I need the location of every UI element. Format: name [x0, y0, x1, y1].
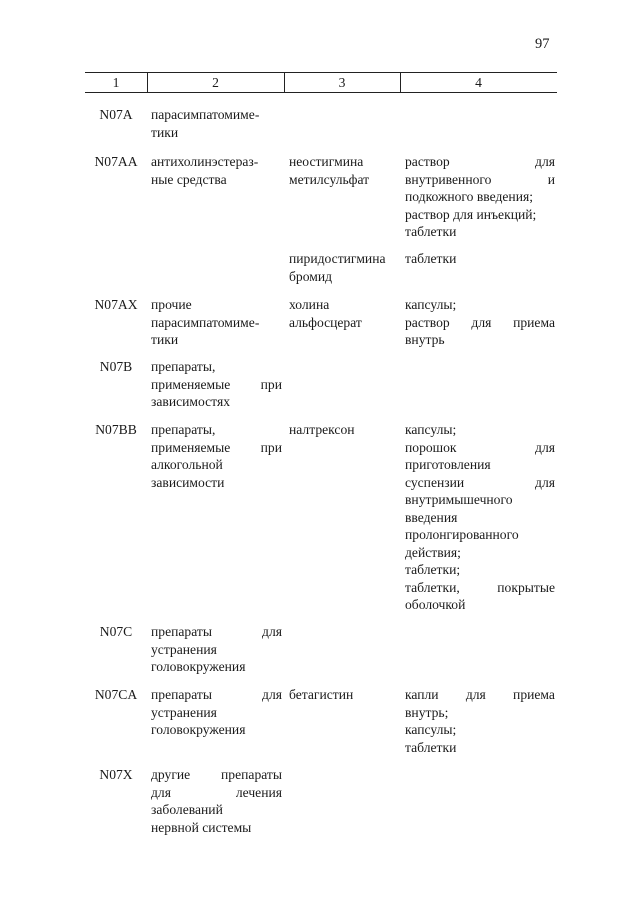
anatomical-group-name-line: препараты, — [151, 422, 216, 437]
anatomical-group-name-line: тики — [151, 124, 179, 140]
atc-code: N07A — [99, 107, 133, 122]
dosage-forms-line: таблетки — [405, 739, 457, 755]
anatomical-group-name-line: применяемые при — [151, 376, 282, 392]
anatomical-group-name-line: применяемые при — [151, 439, 282, 455]
anatomical-group-name-line: устранения — [151, 641, 217, 657]
anatomical-group-name-line: ные средства — [151, 171, 227, 187]
header-col-2: 2 — [147, 73, 285, 92]
header-col-4: 4 — [475, 75, 482, 90]
medicinal-substance — [289, 250, 401, 285]
anatomical-group-name-line: алкогольной — [151, 457, 223, 472]
anatomical-group-name-line: нервной системы — [151, 819, 252, 835]
medicinal-substance-line: альфосцерат — [289, 314, 362, 330]
dosage-forms-line: раствор для — [405, 154, 555, 169]
atc-code: N07AX — [94, 297, 138, 312]
header-col-1: 1 — [85, 73, 148, 92]
anatomical-group-name-line: препараты, — [151, 359, 216, 374]
dosage-forms — [405, 250, 555, 268]
dosage-forms — [405, 153, 555, 241]
dosage-forms-line: таблетки — [405, 224, 457, 239]
anatomical-group-name-line: парасимпатомиме- — [151, 107, 260, 122]
dosage-forms-line: оболочкой — [405, 597, 466, 612]
anatomical-group-name-line: тики — [151, 332, 179, 347]
anatomical-group-name — [151, 766, 282, 836]
dosage-forms-line: суспензии для — [405, 474, 555, 490]
medicinal-substance — [289, 153, 401, 188]
medicinal-substance-line: пиридостигмина — [289, 251, 386, 266]
dosage-forms-line: введения — [405, 509, 458, 525]
dosage-forms-line: капсулы; — [405, 422, 457, 437]
anatomical-group-name-line: головокружения — [151, 722, 246, 737]
page-number: 97 — [535, 36, 550, 52]
dosage-forms-line: капли для приема — [405, 687, 555, 702]
anatomical-group-name-line: головокружения — [151, 659, 246, 674]
anatomical-group-name-line: парасимпатомиме- — [151, 314, 260, 330]
dosage-forms-line: порошок для — [405, 439, 555, 455]
anatomical-group-name-line: антихолинэстераз- — [151, 154, 259, 169]
anatomical-group-name — [151, 623, 282, 676]
dosage-forms-line: внутрь — [405, 332, 445, 347]
dosage-forms-line: подкожного введения; — [405, 189, 534, 204]
dosage-forms-line: действия; — [405, 544, 461, 560]
dosage-forms — [405, 686, 555, 756]
table-header — [85, 72, 557, 93]
anatomical-group-name-line: препараты для — [151, 624, 282, 639]
dosage-forms-line: внутрь; — [405, 704, 449, 720]
anatomical-group-name-line: для лечения — [151, 784, 282, 800]
dosage-forms-line: внутримышечного — [405, 492, 513, 507]
atc-code: N07B — [99, 359, 133, 374]
medicinal-substance-line: холина — [289, 297, 330, 312]
dosage-forms-line: раствор для инъекций; — [405, 206, 537, 222]
medicinal-substance — [289, 686, 401, 704]
atc-code: N07AA — [94, 154, 138, 169]
anatomical-group-name — [151, 358, 282, 411]
anatomical-group-name — [151, 686, 282, 739]
anatomical-group-name — [151, 421, 282, 491]
atc-code: N07X — [99, 767, 133, 782]
dosage-forms-line: таблетки, покрытые — [405, 579, 555, 595]
dosage-forms-line: приготовления — [405, 457, 491, 472]
dosage-forms-line: внутривенного и — [405, 171, 555, 187]
medicinal-substance-line: налтрексон — [289, 422, 355, 437]
medicinal-substance-line: неостигмина — [289, 154, 364, 169]
anatomical-group-name-line: зависимости — [151, 474, 225, 490]
anatomical-group-name — [151, 106, 282, 141]
medicinal-substance-line: метилсульфат — [289, 171, 370, 187]
header-col-3: 3 — [284, 73, 401, 92]
anatomical-group-name-line: зависимостях — [151, 394, 230, 409]
dosage-forms-line: капсулы; — [405, 722, 457, 737]
dosage-forms-line: раствор для приема — [405, 314, 555, 330]
medicinal-substance-line: бромид — [289, 268, 333, 284]
anatomical-group-name-line: другие препараты — [151, 767, 282, 782]
atc-code: N07CA — [94, 687, 138, 702]
anatomical-group-name-line: устранения — [151, 704, 217, 720]
atc-code: N07BB — [95, 422, 137, 437]
anatomical-group-name-line: заболеваний — [151, 802, 223, 817]
anatomical-group-name — [151, 153, 282, 188]
medicinal-substance — [289, 296, 401, 331]
atc-code: N07C — [99, 624, 133, 639]
dosage-forms-line: таблетки; — [405, 562, 461, 577]
anatomical-group-name-line: прочие — [151, 297, 192, 312]
medicinal-substance — [289, 421, 401, 439]
dosage-forms-line: пролонгированного — [405, 527, 519, 542]
dosage-forms — [405, 421, 555, 614]
dosage-forms-line: таблетки — [405, 251, 457, 266]
dosage-forms — [405, 296, 555, 349]
anatomical-group-name-line: препараты для — [151, 687, 282, 702]
medicinal-substance-line: бетагистин — [289, 687, 354, 702]
dosage-forms-line: капсулы; — [405, 297, 457, 312]
anatomical-group-name — [151, 296, 282, 349]
